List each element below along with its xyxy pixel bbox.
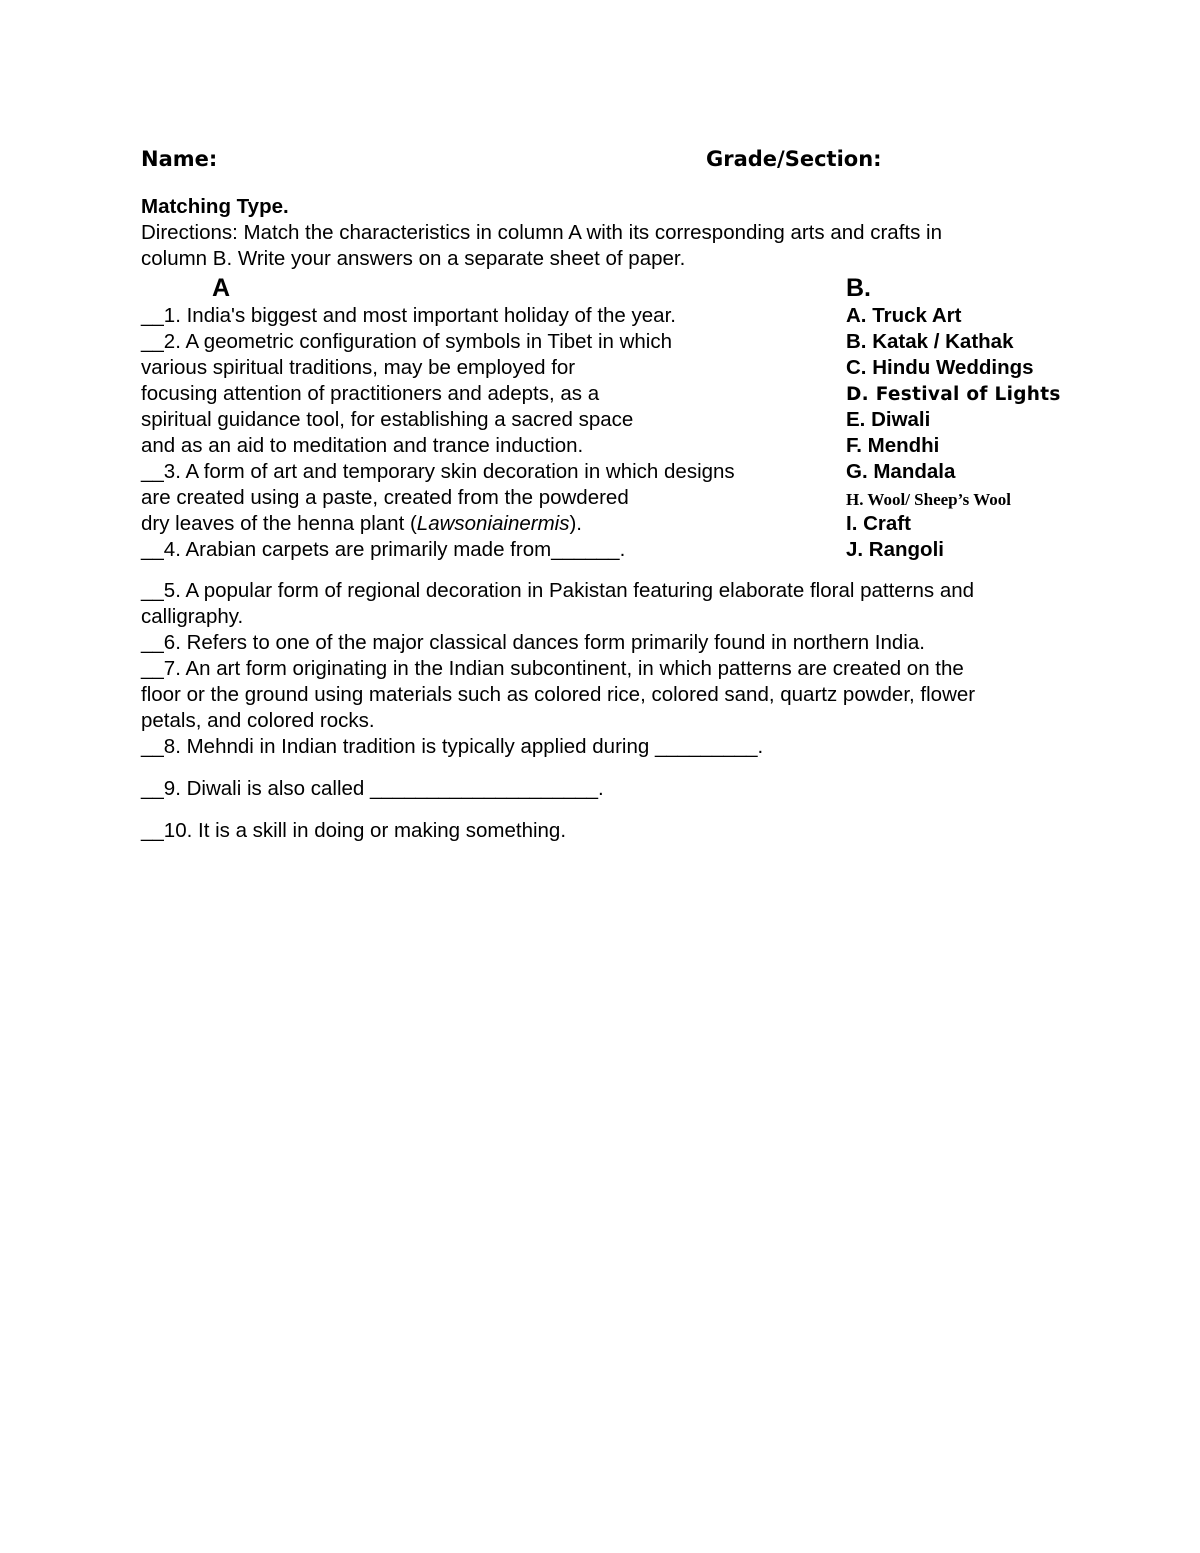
item-8: __8. Mehndi in Indian tradition is typically applied during _________.: [141, 735, 764, 758]
option-g: G. Mandala: [846, 460, 956, 483]
column-a-line: spiritual guidance tool, for establishing a sacred space: [141, 408, 634, 431]
item-5-line-1: __5. A popular form of regional decoration in Pakistan featuring elaborate floral patterns and: [141, 579, 975, 602]
item-6: __6. Refers to one of the major classical dances form primarily found in northern India.: [141, 631, 925, 654]
item-10: __10. It is a skill in doing or making something.: [141, 819, 567, 842]
column-a-line: __2. A geometric configuration of symbols in Tibet in which: [141, 330, 673, 353]
henna-text-prefix: dry leaves of the henna plant (: [141, 512, 417, 535]
option-f: F. Mendhi: [846, 434, 940, 457]
column-a-line: various spiritual traditions, may be employed for: [141, 356, 576, 379]
option-d: D. Festival of Lights: [846, 384, 1061, 405]
option-j: J. Rangoli: [846, 538, 944, 561]
item-9: __9. Diwali is also called ____________________.: [141, 777, 604, 800]
option-h: H. Wool/ Sheep’s Wool: [846, 490, 1012, 509]
option-i: I. Craft: [846, 512, 911, 535]
option-e: E. Diwali: [846, 408, 931, 431]
column-b-heading: B.: [846, 274, 871, 302]
item-7-line-1: __7. An art form originating in the Indian subcontinent, in which patterns are created on the: [141, 657, 964, 680]
directions-line-2: column B. Write your answers on a separate sheet of paper.: [141, 247, 686, 270]
name-label: Name:: [141, 147, 218, 171]
column-a-line: focusing attention of practitioners and adepts, as a: [141, 382, 600, 405]
column-a-line: [141, 511, 582, 537]
directions-line-1: Directions: Match the characteristics in column A with its corresponding arts and crafts in: [141, 221, 942, 244]
item-7-line-2: floor or the ground using materials such as colored rice, colored sand, quartz powder, flower: [141, 683, 976, 706]
henna-text-suffix: ).: [569, 512, 583, 535]
column-a-line: __3. A form of art and temporary skin decoration in which designs: [141, 460, 735, 483]
item-7-line-3: petals, and colored rocks.: [141, 709, 375, 732]
section-title: Matching Type.: [141, 195, 289, 218]
column-a-item-4: __4. Arabian carpets are primarily made from______.: [141, 538, 626, 561]
henna-species-name: Lawsoniainermis: [416, 512, 570, 535]
item-5-line-2: calligraphy.: [141, 605, 244, 628]
option-c: C. Hindu Weddings: [846, 356, 1034, 379]
column-a-line: __1. India's biggest and most important holiday of the year.: [141, 304, 676, 327]
column-a-line: and as an aid to meditation and trance induction.: [141, 434, 584, 457]
option-b: B. Katak / Kathak: [846, 330, 1014, 353]
grade-section-label: Grade/Section:: [706, 147, 882, 171]
column-a-line: are created using a paste, created from the powdered: [141, 486, 629, 509]
column-a-heading: A: [212, 274, 231, 302]
option-a: A. Truck Art: [846, 304, 962, 327]
